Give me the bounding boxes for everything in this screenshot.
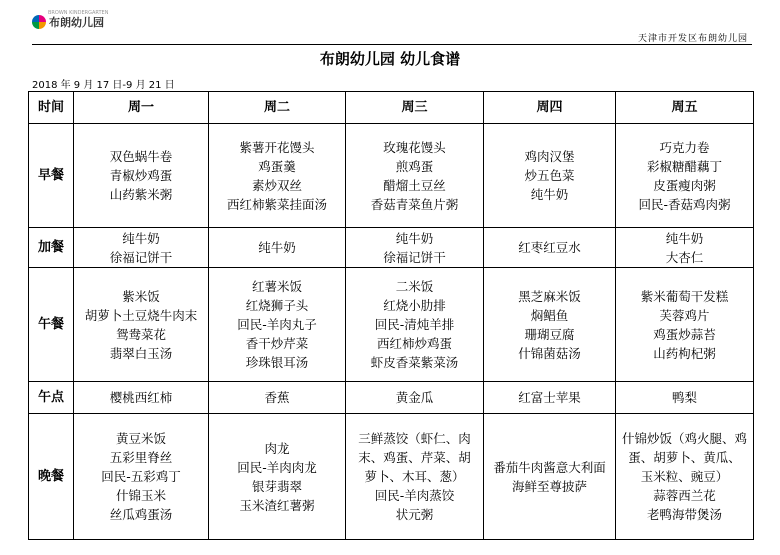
menu-item: 玉米粒、豌豆）	[640, 469, 729, 484]
menu-item: 芙蓉鸡片	[659, 307, 710, 323]
menu-cell-fri	[616, 382, 754, 414]
menu-cell-mon	[74, 414, 209, 540]
day-header-thu: 周四	[484, 92, 616, 124]
menu-cell-wed	[346, 268, 484, 382]
menu-item: 末、鸡蛋、芹菜、胡	[358, 450, 471, 465]
menu-item: 醋熘土豆丝	[383, 177, 446, 193]
menu-item: 翡翠白玉汤	[109, 345, 173, 361]
menu-cell-wed	[346, 124, 484, 228]
menu-item: 二米饭	[395, 279, 434, 294]
meal-row	[29, 268, 754, 382]
menu-item: 香蕉	[264, 390, 290, 405]
menu-item: 皮蛋瘦肉粥	[653, 177, 716, 193]
menu-item: 回民-五彩鸡丁	[101, 469, 181, 484]
meal-row	[29, 124, 754, 228]
menu-item: 彩椒糖醋藕丁	[646, 158, 722, 174]
menu-item: 山药紫米粥	[109, 187, 173, 202]
menu-item: 青椒炒鸡蛋	[109, 168, 173, 183]
menu-item: 回民-香菇鸡肉粥	[638, 196, 731, 212]
menu-table	[28, 91, 754, 540]
menu-cell-thu	[484, 268, 616, 382]
menu-item: 纯牛奶	[395, 230, 434, 246]
menu-item: 山药枸杞粥	[653, 345, 716, 361]
menu-item: 鸡肉汉堡	[524, 149, 575, 164]
menu-item: 回民-羊肉肉龙	[237, 459, 317, 475]
menu-item: 纯牛奶	[122, 230, 160, 246]
menu-item: 纯牛奶	[530, 187, 569, 202]
menu-cell-wed	[346, 414, 484, 540]
date-range: 2018 年 9 月 17 日-9 月 21 日	[32, 80, 175, 91]
menu-item: 鸳鸯菜花	[115, 326, 166, 342]
menu-item: 巧克力卷	[659, 139, 710, 155]
menu-item: 银芽翡翠	[251, 478, 302, 494]
menu-item: 三鲜蒸饺（虾仁、肉	[358, 431, 471, 446]
menu-item: 什锦菌菇汤	[518, 345, 581, 361]
meal-label: 加餐	[29, 228, 74, 268]
menu-cell-mon	[74, 124, 209, 228]
menu-cell-fri	[616, 268, 754, 382]
menu-cell-mon	[74, 228, 209, 268]
menu-cell-wed	[346, 228, 484, 268]
header-row	[29, 92, 754, 124]
menu-item: 西红柿紫菜挂面汤	[226, 196, 327, 212]
menu-cell-wed	[346, 382, 484, 414]
logo	[32, 10, 109, 30]
menu-item: 纯牛奶	[258, 240, 296, 255]
menu-item: 黄金瓜	[395, 390, 434, 405]
menu-item: 紫米葡萄干发糕	[640, 288, 729, 304]
menu-item: 紫薯开花馒头	[239, 139, 315, 155]
menu-item: 鸭梨	[671, 390, 697, 405]
menu-item: 黄豆米饭	[115, 431, 166, 446]
menu-item: 红薯米饭	[251, 279, 302, 294]
menu-item: 什锦玉米	[115, 488, 166, 503]
menu-item: 五彩里脊丝	[109, 450, 173, 465]
menu-item: 蛋、胡萝卜、黄瓜、	[628, 450, 741, 465]
menu-cell-tue	[209, 228, 346, 268]
menu-item: 红枣红豆水	[518, 240, 581, 255]
day-header-fri: 周五	[616, 92, 754, 124]
menu-item: 什锦炒饭（鸡火腿、鸡	[621, 431, 747, 446]
menu-item: 紫米饭	[122, 288, 160, 304]
menu-cell-tue	[209, 124, 346, 228]
school-name: 天津市开发区布朗幼儿园	[637, 34, 748, 44]
menu-item: 珍珠银耳汤	[245, 355, 309, 370]
menu-item: 黑芝麻米饭	[518, 288, 581, 304]
menu-item: 樱桃西红柿	[109, 390, 173, 405]
menu-cell-tue	[209, 414, 346, 540]
menu-item: 红富士苹果	[518, 390, 581, 405]
menu-cell-mon	[74, 268, 209, 382]
menu-item: 番茄牛肉酱意大利面	[493, 459, 606, 475]
menu-item: 鸡蛋炒蒜苔	[653, 326, 716, 342]
menu-item: 状元粥	[395, 507, 434, 522]
meal-label: 午餐	[29, 268, 74, 382]
menu-item: 珊瑚豆腐	[524, 326, 575, 342]
menu-item: 炒五色菜	[524, 168, 575, 183]
meal-row	[29, 382, 754, 414]
menu-item: 红烧狮子头	[245, 298, 309, 313]
menu-item: 胡萝卜土豆烧牛肉末	[84, 307, 198, 323]
meal-label: 早餐	[29, 124, 74, 228]
menu-item: 素炒双丝	[251, 177, 302, 193]
menu-item: 老鸭海带煲汤	[646, 507, 722, 522]
logo-subtitle: BROWN KINDERGARTEN	[48, 10, 109, 16]
menu-item: 虾皮香菜紫菜汤	[370, 355, 459, 370]
corner-header: 时间	[29, 92, 74, 124]
menu-cell-mon	[74, 382, 209, 414]
menu-cell-thu	[484, 228, 616, 268]
menu-cell-thu	[484, 124, 616, 228]
menu-item: 海鲜至尊披萨	[511, 478, 587, 494]
menu-item: 回民-清炖羊排	[374, 317, 455, 332]
menu-item: 徐福记饼干	[109, 249, 173, 265]
menu-item: 肉龙	[264, 440, 290, 456]
menu-item: 回民-羊肉蒸饺	[374, 488, 455, 503]
menu-cell-thu	[484, 414, 616, 540]
menu-item: 煎鸡蛋	[395, 158, 434, 174]
menu-item: 大杏仁	[665, 249, 704, 265]
menu-item: 玉米渣红薯粥	[239, 497, 315, 513]
meal-label: 午点	[29, 382, 74, 414]
menu-item: 萝卜、木耳、葱）	[364, 469, 465, 484]
menu-item: 西红柿炒鸡蛋	[376, 336, 452, 351]
page-title: 布朗幼儿园 幼儿食谱	[319, 50, 461, 68]
meal-row	[29, 228, 754, 268]
menu-item: 徐福记饼干	[383, 249, 446, 265]
menu-cell-fri	[616, 228, 754, 268]
menu-item: 纯牛奶	[665, 230, 704, 246]
logo-text: 布朗幼儿园	[49, 16, 104, 29]
menu-item: 鸡蛋羹	[258, 158, 296, 174]
menu-item: 红烧小肋排	[383, 298, 446, 313]
menu-item: 丝瓜鸡蛋汤	[109, 507, 173, 522]
menu-item: 香干炒芹菜	[245, 336, 309, 351]
menu-item: 焖鲳鱼	[530, 307, 569, 323]
menu-cell-tue	[209, 268, 346, 382]
menu-item: 双色蜗牛卷	[109, 149, 173, 164]
menu-cell-thu	[484, 382, 616, 414]
menu-item: 玫瑰花馒头	[383, 139, 446, 155]
menu-item: 香菇青菜鱼片粥	[370, 196, 459, 212]
menu-item: 蒜蓉西兰花	[653, 488, 716, 503]
menu-cell-fri	[616, 124, 754, 228]
menu-cell-fri	[616, 414, 754, 540]
day-header-mon: 周一	[74, 92, 209, 124]
meal-label: 晚餐	[29, 414, 74, 540]
day-header-wed: 周三	[346, 92, 484, 124]
day-header-tue: 周二	[209, 92, 346, 124]
meal-row	[29, 414, 754, 540]
header-divider	[32, 44, 752, 45]
menu-item: 回民-羊肉丸子	[237, 317, 317, 332]
logo-mark-icon	[32, 15, 46, 29]
menu-cell-tue	[209, 382, 346, 414]
